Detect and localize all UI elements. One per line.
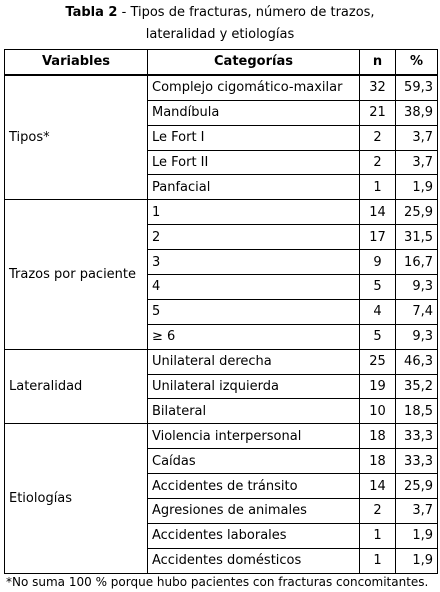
n-cell: 14 — [360, 200, 396, 225]
percent-cell: 1,9 — [396, 175, 438, 200]
table-caption — [0, 0, 440, 46]
header-n: n — [360, 50, 396, 75]
category-cell: Mandíbula — [148, 100, 360, 125]
percent-cell: 31,5 — [396, 225, 438, 250]
category-cell: Complejo cigomático-maxilar — [148, 75, 360, 100]
category-cell: Le Fort I — [148, 125, 360, 150]
percent-cell: 46,3 — [396, 349, 438, 374]
header-row — [5, 50, 438, 75]
variable-cell: Lateralidad — [5, 349, 148, 424]
caption-line-2: lateralidad y etiologías — [145, 27, 295, 42]
percent-cell: 33,3 — [396, 424, 438, 449]
variable-cell: Trazos por paciente — [5, 200, 148, 349]
caption-text: - Tipos de fracturas, número de trazos, — [117, 5, 375, 20]
footnote: *No suma 100 % porque hubo pacientes con fracturas concomitantes. — [6, 575, 429, 589]
header-variables: Variables — [5, 50, 148, 75]
n-cell: 1 — [360, 175, 396, 200]
variable-cell: Tipos* — [5, 75, 148, 200]
n-cell: 5 — [360, 324, 396, 349]
n-cell: 4 — [360, 299, 396, 324]
n-cell: 19 — [360, 374, 396, 399]
n-cell: 2 — [360, 125, 396, 150]
percent-cell: 25,9 — [396, 200, 438, 225]
table-row — [5, 424, 438, 449]
table-row — [5, 75, 438, 100]
category-cell: 2 — [148, 225, 360, 250]
category-cell: Unilateral derecha — [148, 349, 360, 374]
percent-cell: 7,4 — [396, 299, 438, 324]
percent-cell: 33,3 — [396, 449, 438, 474]
n-cell: 18 — [360, 449, 396, 474]
category-cell: 5 — [148, 299, 360, 324]
table-row — [5, 349, 438, 374]
category-cell: Unilateral izquierda — [148, 374, 360, 399]
header-percent: % — [396, 50, 438, 75]
n-cell: 2 — [360, 499, 396, 524]
percent-cell: 9,3 — [396, 324, 438, 349]
category-cell: Bilateral — [148, 399, 360, 424]
table-body — [5, 75, 438, 573]
caption-label: Tabla 2 — [65, 5, 118, 20]
n-cell: 32 — [360, 75, 396, 100]
percent-cell: 1,9 — [396, 523, 438, 548]
category-cell: 3 — [148, 250, 360, 275]
n-cell: 10 — [360, 399, 396, 424]
percent-cell: 35,2 — [396, 374, 438, 399]
n-cell: 1 — [360, 548, 396, 573]
category-cell: ≥ 6 — [148, 324, 360, 349]
percent-cell: 18,5 — [396, 399, 438, 424]
category-cell: 1 — [148, 200, 360, 225]
percent-cell: 3,7 — [396, 499, 438, 524]
category-cell: Agresiones de animales — [148, 499, 360, 524]
percent-cell: 3,7 — [396, 125, 438, 150]
percent-cell: 16,7 — [396, 250, 438, 275]
percent-cell: 25,9 — [396, 474, 438, 499]
percent-cell: 1,9 — [396, 548, 438, 573]
fractures-table — [4, 49, 438, 574]
n-cell: 2 — [360, 150, 396, 175]
category-cell: Violencia interpersonal — [148, 424, 360, 449]
caption-line-1 — [0, 2, 440, 24]
n-cell: 14 — [360, 474, 396, 499]
category-cell: Le Fort II — [148, 150, 360, 175]
n-cell: 17 — [360, 225, 396, 250]
n-cell: 25 — [360, 349, 396, 374]
n-cell: 18 — [360, 424, 396, 449]
table-row — [5, 200, 438, 225]
category-cell: Caídas — [148, 449, 360, 474]
header-categorias: Categorías — [148, 50, 360, 75]
category-cell: Panfacial — [148, 175, 360, 200]
n-cell: 21 — [360, 100, 396, 125]
variable-cell: Etiologías — [5, 424, 148, 573]
category-cell: Accidentes domésticos — [148, 548, 360, 573]
percent-cell: 3,7 — [396, 150, 438, 175]
percent-cell: 59,3 — [396, 75, 438, 100]
percent-cell: 9,3 — [396, 275, 438, 300]
percent-cell: 38,9 — [396, 100, 438, 125]
n-cell: 9 — [360, 250, 396, 275]
category-cell: Accidentes de tránsito — [148, 474, 360, 499]
category-cell: 4 — [148, 275, 360, 300]
n-cell: 1 — [360, 523, 396, 548]
n-cell: 5 — [360, 275, 396, 300]
category-cell: Accidentes laborales — [148, 523, 360, 548]
